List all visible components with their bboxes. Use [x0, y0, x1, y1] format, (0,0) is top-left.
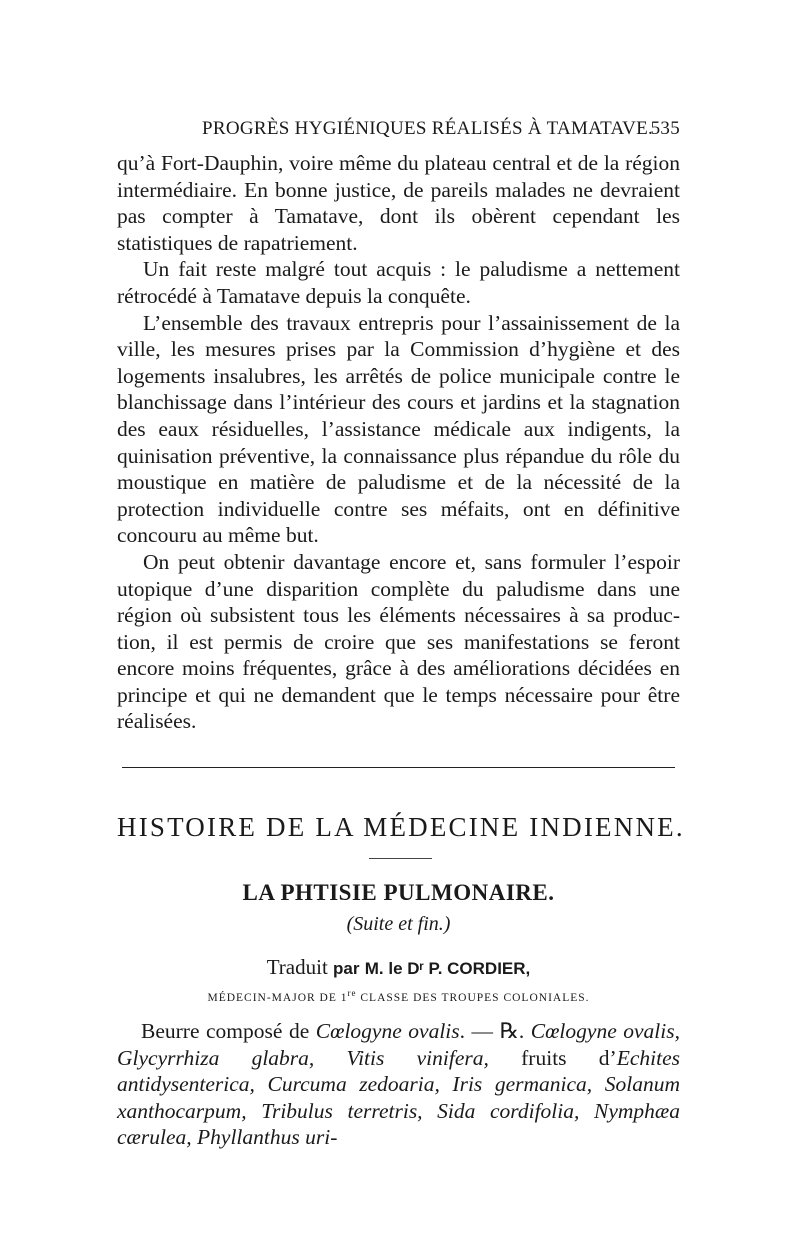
recipe-plant-names: Cœlogyne ovalis, Glycyrrhiza glabra, Vitis vinifera,	[117, 1019, 680, 1070]
recipe-text-segment: . — ℞.	[459, 1019, 531, 1043]
rank-suffix: CLASSE DES TROUPES COLONIALES.	[356, 991, 590, 1004]
recipe-plant-names: Echites antidysenterica, Curcuma zedoaria, Iris germanica, Solanum xanthocarpum, Tribulus terretris, Sida cordifolia, Nymphæa cærulea, Phyllanthus uri-	[117, 1045, 680, 1150]
translator-line	[117, 955, 680, 980]
translated-label: Traduit	[266, 955, 328, 979]
rank-prefix: MÉDECIN-MAJOR DE 1	[207, 991, 348, 1004]
recipe-text	[117, 1018, 680, 1151]
paragraph: On peut obtenir davantage encore et, sans formuler l’espoir utopique d’une disparition complète du paludisme dans une région où subsistent tous les éléments nécessaires à sa production, il est permis de croire que ses manifestations se feront encore moins fréquentes, grâce à des améliorations décidées en principe et qui ne demandent que le temps nécessaire pour être réalisées.	[117, 549, 680, 734]
page-number: 535	[650, 118, 680, 139]
recipe-text-segment: Beurre composé de	[141, 1019, 316, 1043]
article-subtitle: (Suite et fin.)	[346, 913, 451, 935]
title-rule	[369, 858, 432, 859]
translator-name: M. le Dʳ P. CORDIER,	[364, 959, 531, 978]
by-label: par	[333, 959, 360, 978]
recipe-text-segment: fruits d’	[488, 1045, 617, 1070]
rank-ordinal: re	[347, 988, 357, 998]
running-head	[117, 118, 680, 144]
article-title: LA PHTISIE PULMONAIRE.	[242, 880, 555, 905]
translator-rank	[117, 988, 680, 1004]
paragraph: L’ensemble des travaux entrepris pour l’assainissement de la ville, les mesures prises par la Commission d’hygiène et des logements insalubres, les arrêtés de police municipale contre le blanchissage dans l’intérieur des cours et jardins et la stagnation des eaux résiduelles, l’assistance médicale aux indigents, la quinisation préventive, la connaissance plus répandue du rôle du moustique en matière de paludisme et de la nécessité de la protection individuelle contre ses méfaits, ont en définitive concouru au même but.	[117, 310, 680, 548]
section-divider	[122, 767, 675, 768]
paragraph-continued: qu’à Fort-Dauphin, voire même du plateau central et de la région intermédiaire. En bonne justice, de pareils malades ne devraient pas compter à Tamatave, dont ils obèrent cependant les statistiques de rapatriement.	[117, 151, 680, 255]
paragraph: Un fait reste malgré tout acquis : le paludisme a nettement rétrocédé à Tamatave depuis la conquête.	[117, 257, 680, 308]
recipe-plant-name: Cœlogyne ovalis	[315, 1019, 460, 1043]
body-text	[117, 150, 680, 735]
section-title: HISTOIRE DE LA MÉDECINE INDIENNE.	[117, 812, 685, 842]
recipe-paragraph	[117, 1018, 680, 1151]
running-head-title: PROGRÈS HYGIÉNIQUES RÉALISÉS À TAMATAVE.	[202, 118, 654, 139]
